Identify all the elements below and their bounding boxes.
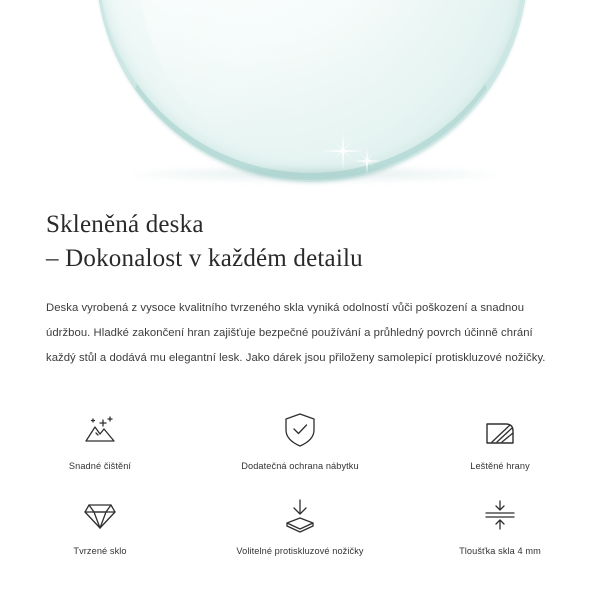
hero-image (0, 0, 600, 200)
polished-edge-icon (477, 408, 523, 452)
feature-item-furniture-protection (200, 396, 400, 481)
feature-grid (0, 396, 600, 566)
feature-label: Volitelné protiskluzové nožičky (236, 546, 364, 556)
headline-line-1: Skleněná deska (46, 211, 204, 238)
content-block (0, 200, 600, 371)
diamond-icon (77, 493, 123, 537)
glass-disc-edge (96, 0, 526, 180)
shield-check-icon (277, 408, 323, 452)
feature-label: Tvrzené sklo (73, 546, 127, 556)
feature-label: Leštěné hrany (470, 461, 530, 471)
sparkle-cloth-icon (77, 408, 123, 452)
feature-item-polished-edges (400, 396, 600, 481)
thickness-arrows-icon (477, 493, 523, 537)
feature-item-easy-cleaning (0, 396, 200, 481)
body-paragraph: Deska vyrobená z vysoce kvalitního tvrzeného skla vyniká odolností vůči poškození a snadnou údržbou. Hladké zakončení hran zajišťuje bezpečné používání a průhledný povrch účinně chrání každý stůl a dodává mu elegantní lesk. Jako dárek jsou přiloženy samolepicí protiskluzové nožičky. (46, 302, 546, 364)
anti-slip-pad-icon (277, 493, 323, 537)
feature-label: Tloušťka skla 4 mm (459, 546, 541, 556)
feature-item-anti-slip-pads (200, 481, 400, 566)
page-title (0, 200, 600, 276)
headline-line-2: – Dokonalost v každém detailu (46, 245, 363, 272)
feature-item-tempered-glass (0, 481, 200, 566)
feature-label: Dodatečná ochrana nábytku (241, 461, 359, 471)
glass-shadow (130, 168, 500, 182)
feature-item-glass-thickness (400, 481, 600, 566)
feature-label: Snadné čištění (68, 461, 132, 471)
